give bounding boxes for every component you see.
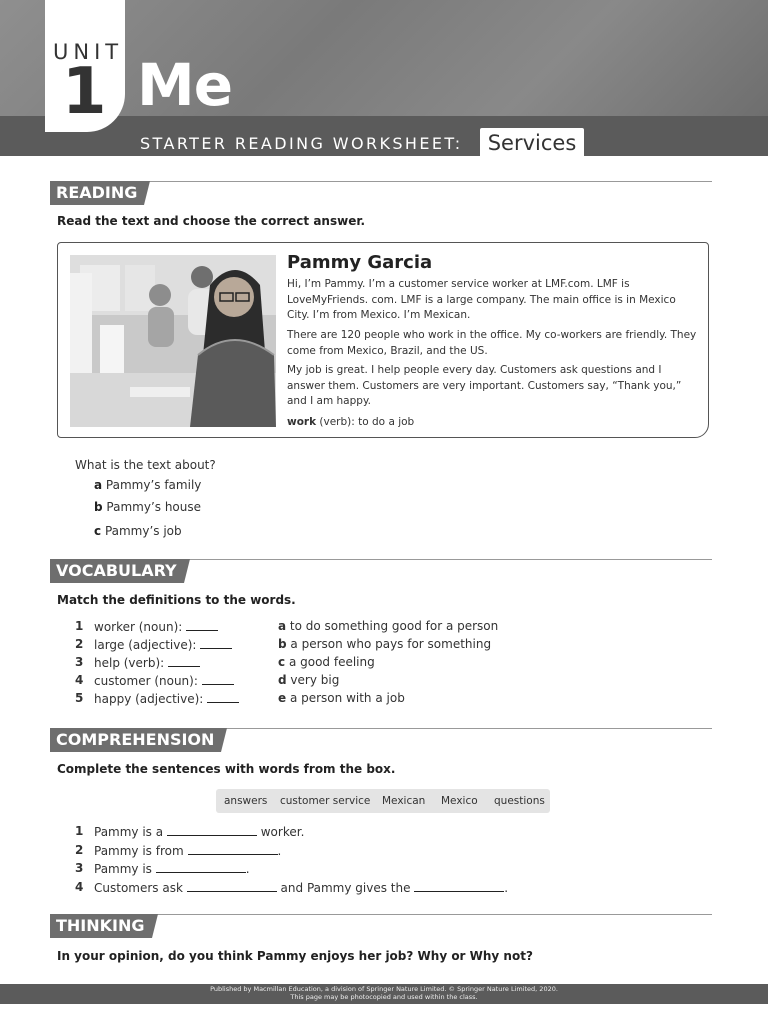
- reading-paragraph: Hi, I’m Pammy. I’m a customer service worker at LMF.com. LMF is LoveMyFriends. com. LMF is a large company. The main office is in Mexico City. I’m from Mexico. I’m Mexican.: [287, 278, 676, 321]
- sentence-text: .: [504, 881, 509, 895]
- vocab-word-text: customer (noun):: [94, 674, 202, 688]
- profile-name: Pammy Garcia: [287, 252, 433, 273]
- item-number: 4: [75, 880, 84, 894]
- item-number: 1: [75, 619, 84, 633]
- item-number: 2: [75, 637, 84, 651]
- vocab-word-text: help (verb):: [94, 656, 169, 670]
- reading-paragraph: There are 120 people who work in the office. My co-workers are friendly. They come from Mexico, Brazil, and the US.: [287, 329, 697, 357]
- sentence-text: Customers ask: [94, 881, 187, 895]
- comprehension-sentence: [94, 843, 281, 858]
- unit-label: UNIT: [53, 40, 124, 64]
- option-letter: a: [94, 478, 103, 492]
- option-text: Pammy’s house: [102, 500, 202, 514]
- answer-option[interactable]: [94, 500, 201, 514]
- worksheet-label: STARTER READING WORKSHEET:: [140, 134, 463, 153]
- option-text: Pammy’s job: [101, 524, 182, 538]
- comprehension-sentence: [94, 880, 508, 895]
- item-number: 2: [75, 843, 84, 857]
- definition-text: very big: [286, 673, 340, 687]
- vocab-word: [94, 637, 232, 652]
- worksheet-topic: Services: [480, 128, 584, 159]
- vocab-word: [94, 655, 200, 670]
- answer-blank[interactable]: [202, 673, 234, 685]
- office-photo: [70, 255, 276, 427]
- item-number: 1: [75, 824, 84, 838]
- section-tag-comprehension: COMPREHENSION: [50, 728, 221, 752]
- sentence-text: .: [245, 862, 250, 876]
- section-tag-vocabulary: VOCABULARY: [50, 559, 184, 583]
- vocabulary-instruction: Match the definitions to the words.: [57, 593, 296, 607]
- definition-item: [278, 673, 339, 687]
- section-tag-reading: READING: [50, 181, 144, 205]
- word-box-item: answers: [224, 795, 268, 807]
- thinking-question: In your opinion, do you think Pammy enjoys her job? Why or Why not?: [57, 949, 533, 963]
- definition-item: [278, 637, 491, 651]
- item-number: 5: [75, 691, 84, 705]
- sentence-text: Pammy is from: [94, 844, 188, 858]
- reading-paragraph: My job is great. I help people every day. Customers ask questions and I answer them. Customers are very important. Customers say, “Thank you,” and I am happy.: [287, 364, 682, 407]
- definition-letter: d: [278, 673, 287, 687]
- answer-option[interactable]: [94, 524, 182, 538]
- office-photo-illustration: [70, 255, 276, 427]
- item-number: 4: [75, 673, 84, 687]
- glossary-note: [287, 416, 414, 428]
- vocab-word: [94, 619, 218, 634]
- option-letter: c: [94, 524, 102, 538]
- vocab-word: [94, 691, 239, 706]
- answer-blank[interactable]: [167, 824, 257, 836]
- reading-instruction: Read the text and choose the correct answer.: [57, 214, 366, 228]
- sentence-text: and Pammy gives the: [276, 881, 415, 895]
- comprehension-sentence: [94, 824, 304, 839]
- word-box-item: Mexico: [441, 795, 478, 807]
- answer-blank[interactable]: [188, 843, 278, 855]
- answer-blank[interactable]: [200, 637, 232, 649]
- comprehension-instruction: Complete the sentences with words from the box.: [57, 762, 396, 776]
- definition-letter: c: [278, 655, 286, 669]
- footer-copyright: Published by Macmillan Education, a division of Springer Nature Limited. © Springer Nature Limited, 2020.: [210, 985, 558, 993]
- item-number: 3: [75, 655, 84, 669]
- answer-blank[interactable]: [207, 691, 239, 703]
- answer-blank[interactable]: [186, 619, 218, 631]
- reading-question: What is the text about?: [75, 458, 216, 472]
- definition-text: to do something good for a person: [286, 619, 499, 633]
- glossary-word: work: [287, 416, 317, 428]
- definition-letter: b: [278, 637, 287, 651]
- vocab-word-text: worker (noun):: [94, 620, 187, 634]
- answer-blank[interactable]: [156, 861, 246, 873]
- unit-number: 1: [62, 55, 107, 129]
- footer-photocopy-note: This page may be photocopied and used within the class.: [290, 993, 478, 1001]
- option-text: Pammy’s family: [102, 478, 202, 492]
- glossary-definition: (verb): to do a job: [316, 416, 415, 428]
- definition-letter: a: [278, 619, 287, 633]
- vocab-word-text: happy (adjective):: [94, 692, 208, 706]
- definition-letter: e: [278, 691, 287, 705]
- sentence-text: .: [277, 844, 282, 858]
- definition-text: a person with a job: [286, 691, 405, 705]
- answer-option[interactable]: [94, 478, 201, 492]
- answer-blank[interactable]: [414, 880, 504, 892]
- section-tag-thinking: THINKING: [50, 914, 152, 938]
- vocab-word: [94, 673, 234, 688]
- sentence-text: worker.: [256, 825, 305, 839]
- word-box-item: Mexican: [382, 795, 426, 807]
- word-box-item: customer service: [280, 795, 371, 807]
- comprehension-sentence: [94, 861, 250, 876]
- sentence-text: Pammy is a: [94, 825, 167, 839]
- definition-item: [278, 619, 498, 633]
- option-letter: b: [94, 500, 103, 514]
- item-number: 3: [75, 861, 84, 875]
- definition-text: a good feeling: [285, 655, 375, 669]
- answer-blank[interactable]: [168, 655, 200, 667]
- word-box-item: questions: [494, 795, 545, 807]
- sentence-text: Pammy is: [94, 862, 156, 876]
- vocab-word-text: large (adjective):: [94, 638, 201, 652]
- definition-item: [278, 655, 375, 669]
- definition-text: a person who pays for something: [286, 637, 492, 651]
- unit-title: Me: [137, 51, 233, 119]
- answer-blank[interactable]: [187, 880, 277, 892]
- definition-item: [278, 691, 405, 705]
